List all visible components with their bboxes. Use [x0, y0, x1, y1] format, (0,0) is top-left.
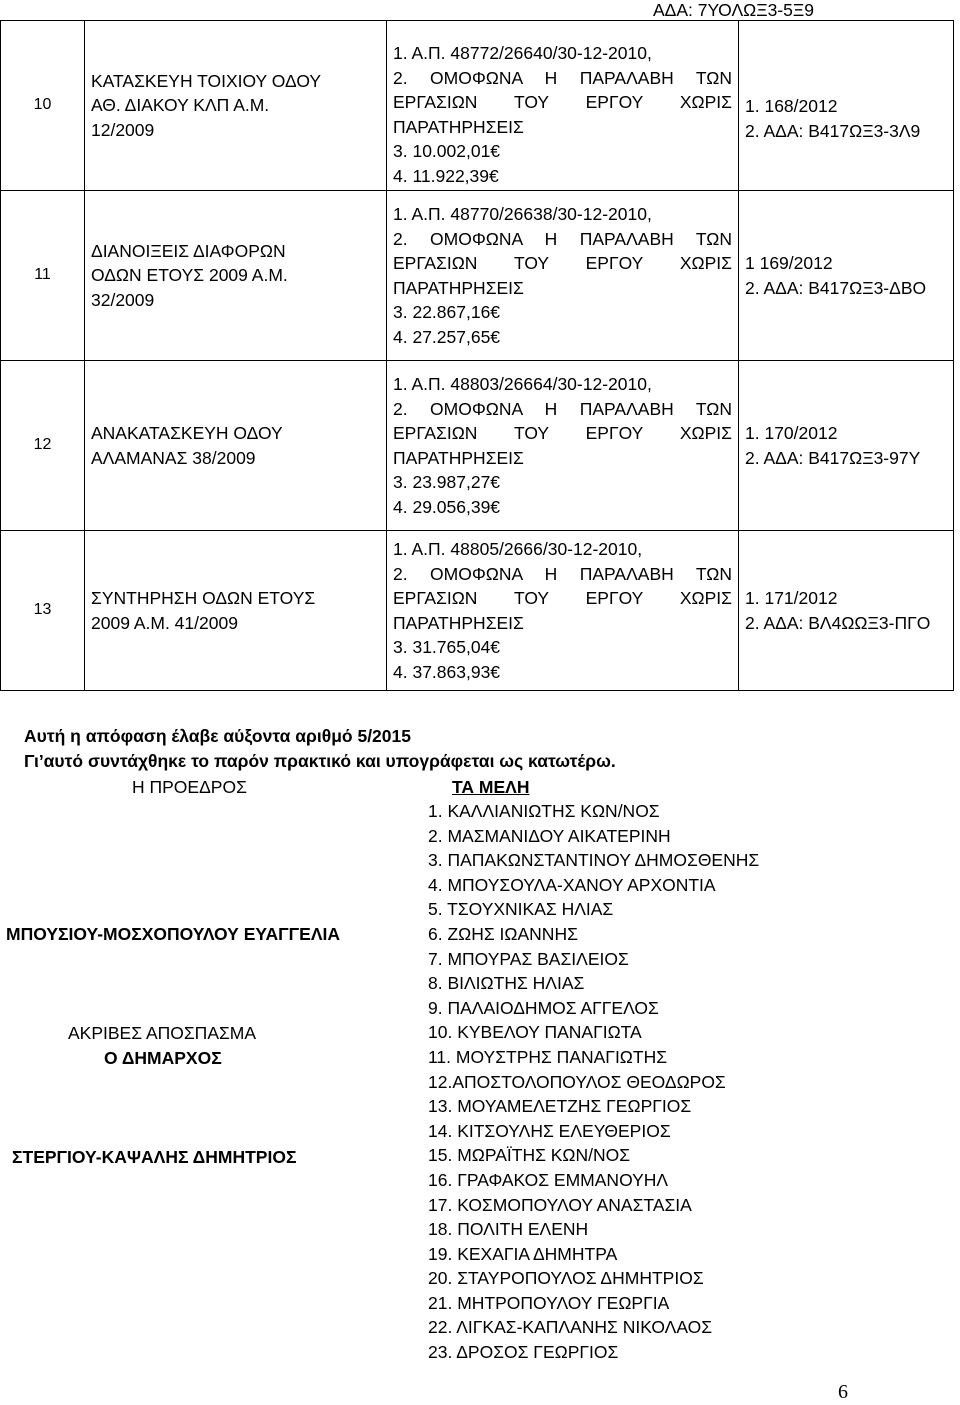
list-item: 9. ΠΑΛΑΙΟΔΗΜΟΣ ΑΓΓΕΛΟΣ [428, 997, 659, 1018]
members-label: ΤΑ ΜΕΛΗ [452, 777, 530, 797]
works-acceptance-table [0, 20, 954, 691]
row-number: 11 [1, 191, 85, 361]
ada-reference: 1 169/2012 2. ΑΔΑ: Β417ΩΞ3-ΔΒΟ [739, 191, 954, 361]
president-label: Η ΠΡΟΕΔΡΟΣ [132, 777, 247, 797]
decision-details: 1. Α.Π. 48803/26664/30-12-2010, 2. ΟΜΟΦΩΝΑ Η ΠΑΡΑΛΑΒΗ ΤΩΝ ΕΡΓΑΣΙΩΝ ΤΟΥ ΕΡΓΟΥ ΧΩΡΙΣ ΠΑΡΑΤΗΡΗΣΕΙΣ 3. 23.987,27€ 4. 29.056,39€ [387, 361, 739, 531]
project-title: ΚΑΤΑΣΚΕΥΗ ΤΟΙΧΙΟΥ ΟΔΟΥ ΑΘ. ΔΙΑΚΟΥ ΚΛΠ Α.Μ. 12/2009 [85, 21, 387, 191]
decision-details: 1. Α.Π. 48772/26640/30-12-2010, 2. ΟΜΟΦΩΝΑ Η ΠΑΡΑΛΑΒΗ ΤΩΝ ΕΡΓΑΣΙΩΝ ΤΟΥ ΕΡΓΟΥ ΧΩΡΙΣ ΠΑΡΑΤΗΡΗΣΕΙΣ 3. 10.002,01€ 4. 11.922,39€ [387, 21, 739, 191]
list-item: 15. ΜΩΡΑΪΤΗΣ ΚΩΝ/ΝΟΣ [428, 1145, 631, 1166]
list-item: 19. ΚΕΧΑΓΙΑ ΔΗΜΗΤΡΑ [428, 1243, 618, 1264]
list-item: 6. ΖΩΗΣ ΙΩΑΝΝΗΣ [428, 923, 578, 944]
document-ada-code: ΑΔΑ: 7ΥΟΛΩΞ3-5Ξ9 [653, 0, 815, 20]
project-title: ΑΝΑΚΑΤΑΣΚΕΥΗ ΟΔΟΥ ΑΛΑΜΑΝΑΣ 38/2009 [85, 361, 387, 531]
decision-details: 1. Α.Π. 48770/26638/30-12-2010, 2. ΟΜΟΦΩΝΑ Η ΠΑΡΑΛΑΒΗ ΤΩΝ ΕΡΓΑΣΙΩΝ ΤΟΥ ΕΡΓΟΥ ΧΩΡΙΣ ΠΑΡΑΤΗΡΗΣΕΙΣ 3. 22.867,16€ 4. 27.257,65€ [387, 191, 739, 361]
list-item: 7. ΜΠΟΥΡΑΣ ΒΑΣΙΛΕΙΟΣ [428, 948, 629, 969]
row-number: 10 [1, 21, 85, 191]
list-item: 16. ΓΡΑΦΑΚΟΣ ΕΜΜΑΝΟΥΗΛ [428, 1169, 669, 1190]
list-item: 5. ΤΣΟΥΧΝΙΚΑΣ ΗΛΙΑΣ [428, 899, 614, 920]
ada-reference: 1. 171/2012 2. ΑΔΑ: ΒΛ4ΩΩΞ3-ΠΓΟ [739, 531, 954, 691]
row-number: 12 [1, 361, 85, 531]
project-title: ΣΥΝΤΗΡΗΣΗ ΟΔΩΝ ΕΤΟΥΣ 2009 Α.Μ. 41/2009 [85, 531, 387, 691]
list-item: 21. ΜΗΤΡΟΠΟΥΛΟΥ ΓΕΩΡΓΙΑ [428, 1292, 670, 1313]
exact-excerpt-label: ΑΚΡΙΒΕΣ ΑΠΟΣΠΑΣΜΑ [68, 1023, 257, 1043]
table-row [1, 21, 954, 191]
project-title: ΔΙΑΝΟΙΞΕΙΣ ΔΙΑΦΟΡΩΝ ΟΔΩΝ ΕΤΟΥΣ 2009 Α.Μ. 32/2009 [85, 191, 387, 361]
list-item: 11. ΜΟΥΣΤΡΗΣ ΠΑΝΑΓΙΩΤΗΣ [428, 1046, 668, 1067]
list-item: 23. ΔΡΟΣΟΣ ΓΕΩΡΓΙΟΣ [428, 1342, 619, 1363]
table-row [1, 191, 954, 361]
list-item: 22. ΛΙΓΚΑΣ-ΚΑΠΛΑΝΗΣ ΝΙΚΟΛΑΟΣ [428, 1317, 713, 1338]
list-item: 20. ΣΤΑΥΡΟΠΟΥΛΟΣ ΔΗΜΗΤΡΙΟΣ [428, 1268, 704, 1289]
list-item: 17. ΚΟΣΜΟΠΟΥΛΟΥ ΑΝΑΣΤΑΣΙΑ [428, 1194, 692, 1215]
list-item: 1. ΚΑΛΛΙΑΝΙΩΤΗΣ ΚΩΝ/ΝΟΣ [428, 801, 660, 821]
list-item: 10. ΚΥΒΕΛΟΥ ΠΑΝΑΓΙΩΤΑ [428, 1022, 642, 1043]
table-row [1, 361, 954, 531]
list-item: 18. ΠΟΛΙΤΗ ΕΛΕΝΗ [428, 1219, 589, 1240]
list-item: 14. ΚΙΤΣΟΥΛΗΣ ΕΛΕΥΘΕΡΙΟΣ [428, 1120, 671, 1141]
decision-details: 1. Α.Π. 48805/2666/30-12-2010, 2. ΟΜΟΦΩΝΑ Η ΠΑΡΑΛΑΒΗ ΤΩΝ ΕΡΓΑΣΙΩΝ ΤΟΥ ΕΡΓΟΥ ΧΩΡΙΣ ΠΑΡΑΤΗΡΗΣΕΙΣ 3. 31.765,04€ 4. 37.863,93€ [387, 531, 739, 691]
list-item: 4. ΜΠΟΥΣΟΥΛΑ-ΧΑΝΟΥ ΑΡΧΟΝΤΙΑ [428, 874, 716, 895]
list-item: 8. ΒΙΛΙΩΤΗΣ ΗΛΙΑΣ [428, 973, 585, 994]
ada-reference: 1. 168/2012 2. ΑΔΑ: Β417ΩΞ3-3Λ9 [739, 21, 954, 191]
row-number: 13 [1, 531, 85, 691]
president-name: ΜΠΟΥΣΙΟΥ-ΜΟΣΧΟΠΟΥΛΟΥ ΕΥΑΓΓΕΛΙΑ [6, 924, 340, 944]
list-item: 3. ΠΑΠΑΚΩΝΣΤΑΝΤΙΝΟΥ ΔΗΜΟΣΘΕΝΗΣ [428, 850, 760, 871]
list-item: 12.ΑΠΟΣΤΟΛΟΠΟΥΛΟΣ ΘΕΟΔΩΡΟΣ [428, 1071, 726, 1092]
mayor-title: Ο ΔΗΜΑΡΧΟΣ [104, 1048, 222, 1068]
members-list [428, 799, 759, 1365]
table-row [1, 531, 954, 691]
list-item: 13. ΜΟΥΑΜΕΛΕΤΖΗΣ ΓΕΩΡΓΙΟΣ [428, 1096, 692, 1117]
mayor-name: ΣΤΕΡΓΙΟΥ-ΚΑΨΑΛΗΣ ΔΗΜΗΤΡΙΟΣ [12, 1147, 297, 1167]
list-item: 2. ΜΑΣΜΑΝΙΔΟΥ ΑΙΚΑΤΕΡΙΝΗ [428, 825, 671, 846]
ada-reference: 1. 170/2012 2. ΑΔΑ: Β417ΩΞ3-97Υ [739, 361, 954, 531]
decision-statement: Αυτή η απόφαση έλαβε αύξοντα αριθμό 5/2015 Γι’αυτό συντάχθηκε το παρόν πρακτικό και υπογράφεται ως κατωτέρω. [24, 726, 616, 771]
page-number: 6 [838, 1381, 848, 1403]
